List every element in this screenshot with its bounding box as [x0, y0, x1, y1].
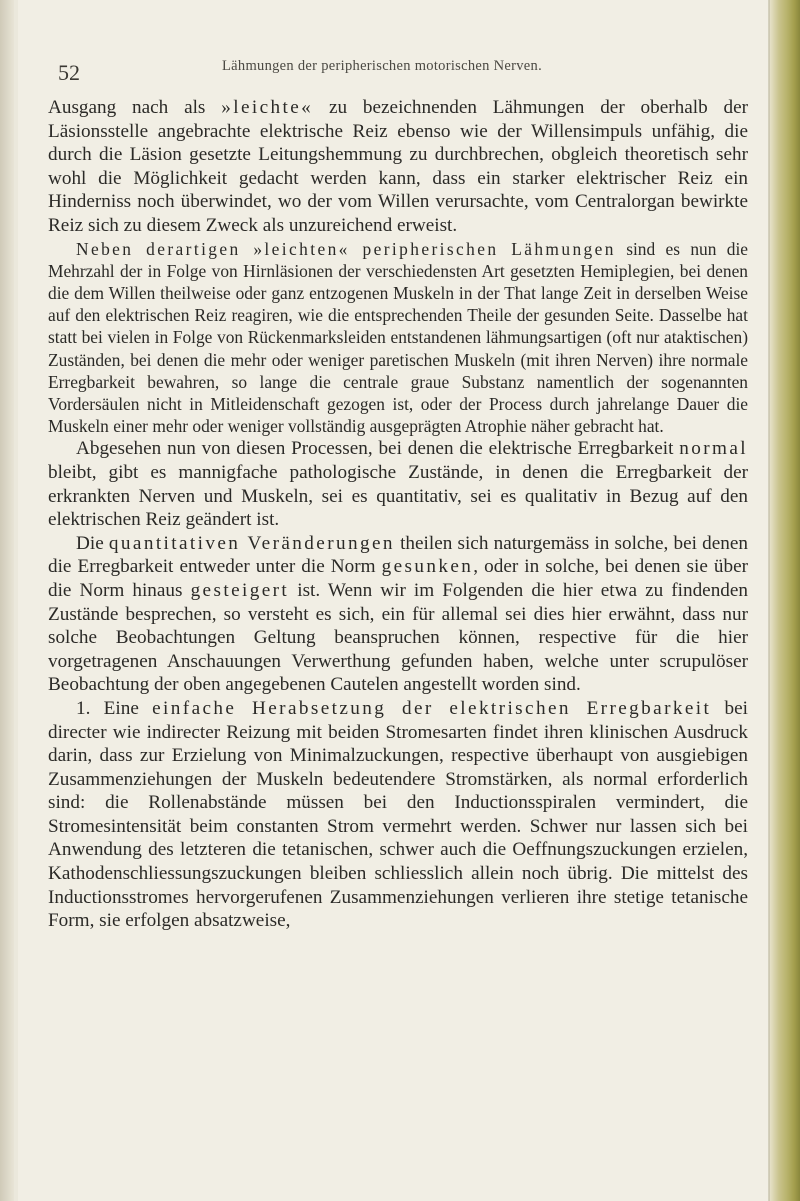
spaced-emphasis-text: normal: [679, 438, 748, 460]
paragraph: [48, 96, 748, 238]
paragraph-text: Abgesehen nun von diesen Processen, bei denen die elektrische Erregbarkeit: [76, 438, 680, 460]
paragraph-text: bei directer wie indirecter Reizung mit beiden Stromesarten findet ihren klinischen Ausdruck darin, dass zur Erzielung von Minimalzuckungen, respective überhaupt von ausgiebigen Zusammenziehungen der Muskeln bedeutendere Stromstärken, als normal erforderlich sind: die Rollenabstände müssen bei den Inductionsspiralen vermindert, die Stromesintensität beim constanten Strom vermehrt werden. Schwer nur lassen sich bei Anwendung des letzteren die tetanischen, schwer auch die Oeffnungszuckungen erzielen, Kathodenschliessungszuckungen bleiben schliesslich allein noch übrig. Die mittelst des Inductionsstromes hervorgerufenen Zusammenziehungen verlieren ihre stetige tetanische Form, sie erfolgen absatzweise,: [48, 697, 748, 932]
spaced-emphasis-text: quantitativen Veränderungen: [108, 532, 395, 554]
page-header: [0, 48, 800, 85]
paragraph-text: Ausgang nach als: [48, 97, 222, 118]
spaced-emphasis-text: »leichte«: [221, 97, 314, 118]
paragraph: [48, 437, 748, 531]
paragraph-text: sind es nun die Mehrzahl der in Folge von Hirnläsionen der verschiedensten Art gesetzten Hemiplegien, bei denen die dem Willen theilweise oder ganz entzogenen Muskeln in der That lange Zeit in derselben Weise auf den elektrischen Reiz reagiren, wie die entsprechenden Theile der gesunden Seite. Dasselbe hat statt bei vielen in Folge von Rückenmarksleiden entstandenen lähmungsartigen (oft nur ataktischen) Zuständen, bei denen die mehr oder weniger paretischen Muskeln (mit ihren Nerven) ihre normale Erregbarkeit bewahren, so lange die centrale graue Substanz namentlich der sogenannten Vordersäulen nicht in Mitleidenschaft gezogen ist, oder der Process durch jahrelange Dauer die Muskeln einer mehr oder weniger vollständig ausgeprägten Atrophie näher gebracht hat.: [48, 238, 748, 437]
paragraph: [48, 238, 748, 438]
spaced-emphasis-text: einfache Herabsetzung der elektrischen Erregbarkeit: [152, 697, 712, 719]
page-number: 52: [58, 60, 80, 85]
spaced-emphasis-text: Neben derartigen »leichten« peripherischen Lähmungen: [76, 238, 616, 259]
paragraph-text: , oder in solche, bei denen sie über die Norm hinaus: [48, 556, 748, 601]
running-title: Lähmungen der peripherischen motorischen Nerven.: [222, 58, 542, 74]
paragraph-text: zu bezeichnenden Lähmungen der oberhalb der Läsionsstelle angebrachte elektrische Reiz ebenso wie der Willensimpuls unfähig, die durch die Läsion gesetzte Leitungshemmung zu durchbrechen, obgleich theoretisch sehr wohl die Möglichkeit gedacht werden kann, dass ein starker elektrischer Reiz ein Hinderniss noch überwindet, wo der vom Willen verursachte, vom Centralorgan bewirkte Reiz sich zu diesem Zweck als unzureichend erweist.: [48, 97, 748, 236]
paragraph-text: ist. Wenn wir im Folgenden die hier etwa zu findenden Zustände besprechen, so versteht es sich, ein für allemal sei dies hier erwähnt, dass nur solche Beobachtungen Geltung beanspruchen können, respective für die hier vorgetragenen Anschauungen Verwerthung gefunden haben, welche unter scrupulöser Beobachtung der oben angegebenen Cautelen angestellt worden sind.: [48, 579, 749, 696]
paragraph-text: 1. Eine: [76, 697, 153, 719]
book-cover-edge: [770, 0, 800, 1201]
spaced-emphasis-text: gesunken: [381, 556, 474, 578]
paragraph-text: bleibt, gibt es mannigfache pathologische Zustände, in denen die Erregbarkeit der erkrankten Nerven und Muskeln, sei es quantitativ, sei es qualitativ in Bezug auf den elektrischen Reiz geändert ist.: [48, 461, 748, 531]
page-gutter-shadow: [0, 0, 14, 1201]
page-body: [48, 96, 748, 933]
spaced-emphasis-text: gesteigert: [190, 579, 290, 601]
paragraph: [48, 532, 748, 697]
paragraph: [48, 697, 748, 933]
paragraph-text: Die: [76, 532, 109, 554]
paragraph-text: theilen sich naturgemäss in solche, bei denen die Erregbarkeit entweder unter die Norm: [48, 532, 748, 578]
